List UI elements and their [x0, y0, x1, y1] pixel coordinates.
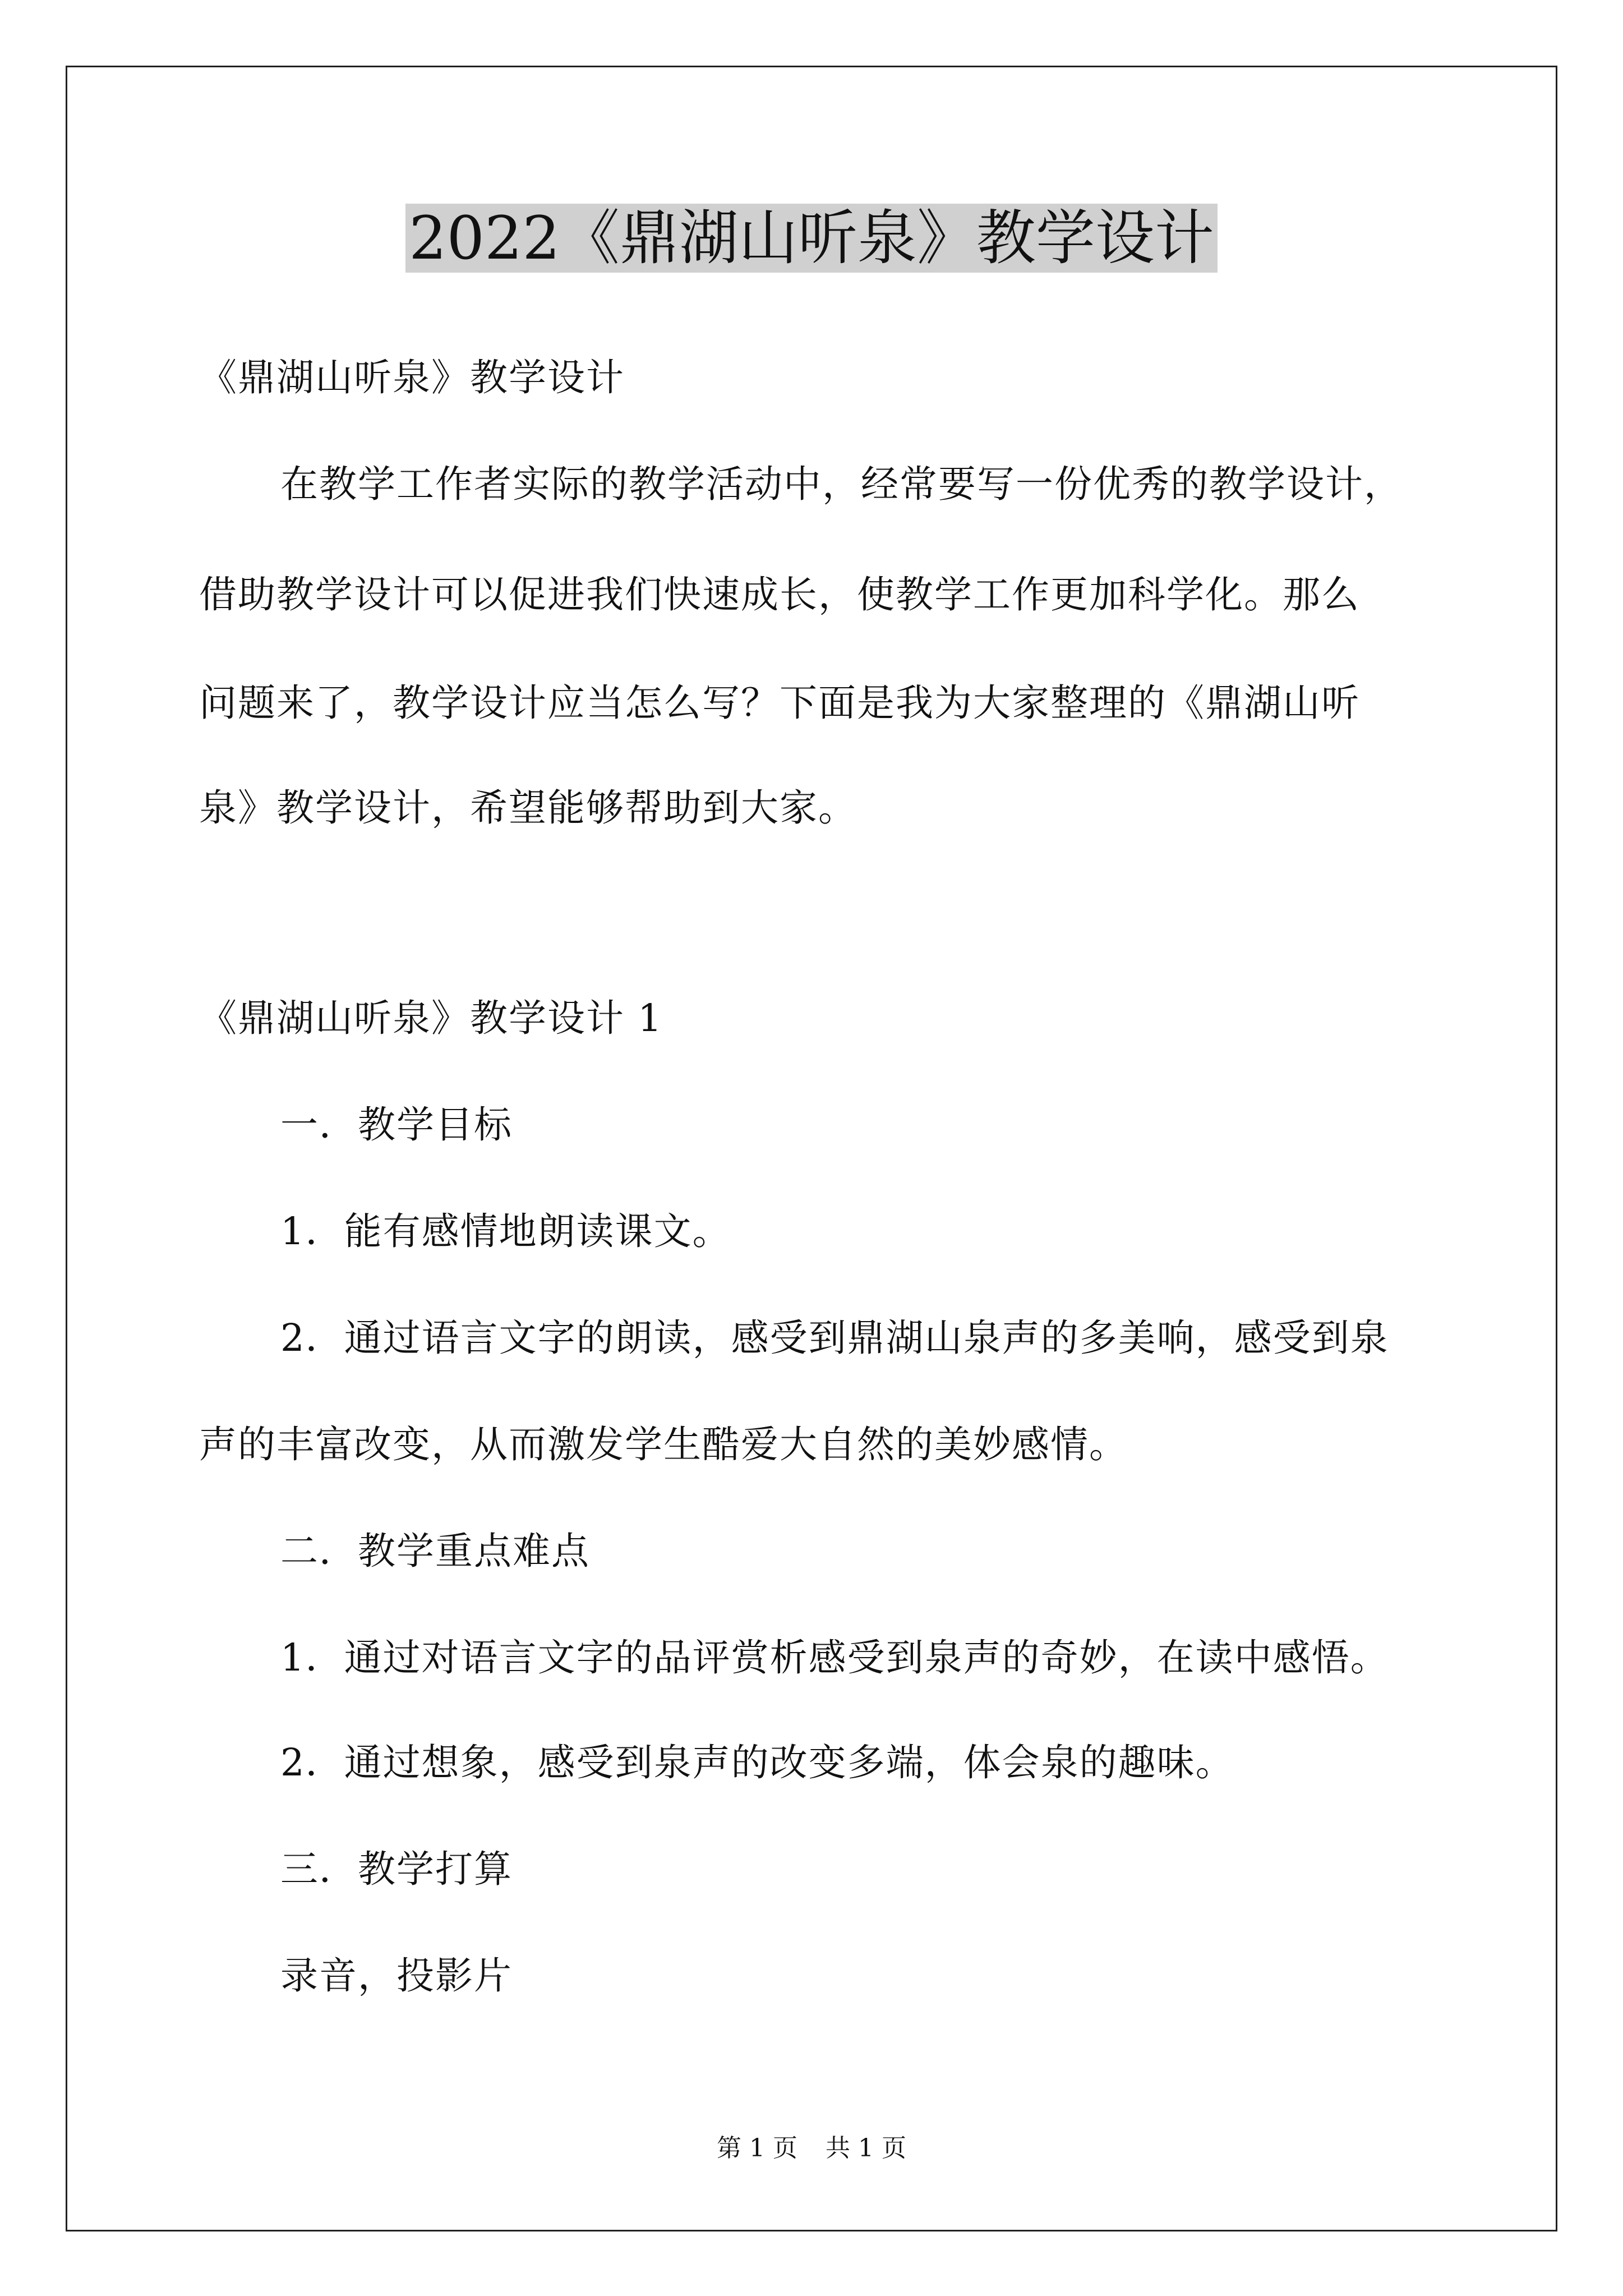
goal-2-line-2: 声的丰富改变，从而激发学生酷爱大自然的美妙感情。 — [199, 1423, 1128, 1466]
page-number-current: 第 1 页 — [717, 2134, 797, 2162]
page-footer — [0, 2132, 1623, 2165]
intro-line-2: 借助教学设计可以促进我们快速成长，使教学工作更加科学化。那么 — [199, 573, 1360, 616]
heading-prep: 三．教学打算 — [280, 1847, 513, 1891]
document-title-text: 2022《鼎湖山听泉》教学设计 — [405, 204, 1218, 273]
keypoint-1: 1．通过对语言文字的品评赏析感受到泉声的奇妙，在读中感悟。 — [280, 1636, 1389, 1680]
page-number-total: 共 1 页 — [826, 2134, 906, 2162]
goal-1: 1．能有感情地朗读课文。 — [280, 1209, 731, 1253]
goal-2-line-1: 2．通过语言文字的朗读，感受到鼎湖山泉声的多美响，感受到泉 — [280, 1316, 1389, 1360]
keypoint-2: 2．通过想象，感受到泉声的改变多端，体会泉的趣味。 — [280, 1741, 1234, 1784]
document-title — [0, 199, 1623, 278]
section-title: 《鼎湖山听泉》教学设计 1 — [199, 996, 663, 1040]
prep-items: 录音，投影片 — [280, 1954, 513, 1998]
intro-line-1: 在教学工作者实际的教学活动中，经常要写一份优秀的教学设计， — [280, 462, 1403, 506]
intro-line-3: 问题来了，教学设计应当怎么写？下面是我为大家整理的《鼎湖山听 — [199, 681, 1360, 725]
heading-goals: 一．教学目标 — [280, 1103, 513, 1147]
heading-keypoints: 二．教学重点难点 — [280, 1529, 590, 1573]
intro-line-4: 泉》教学设计，希望能够帮助到大家。 — [199, 786, 857, 830]
document-subtitle: 《鼎湖山听泉》教学设计 — [199, 356, 625, 399]
